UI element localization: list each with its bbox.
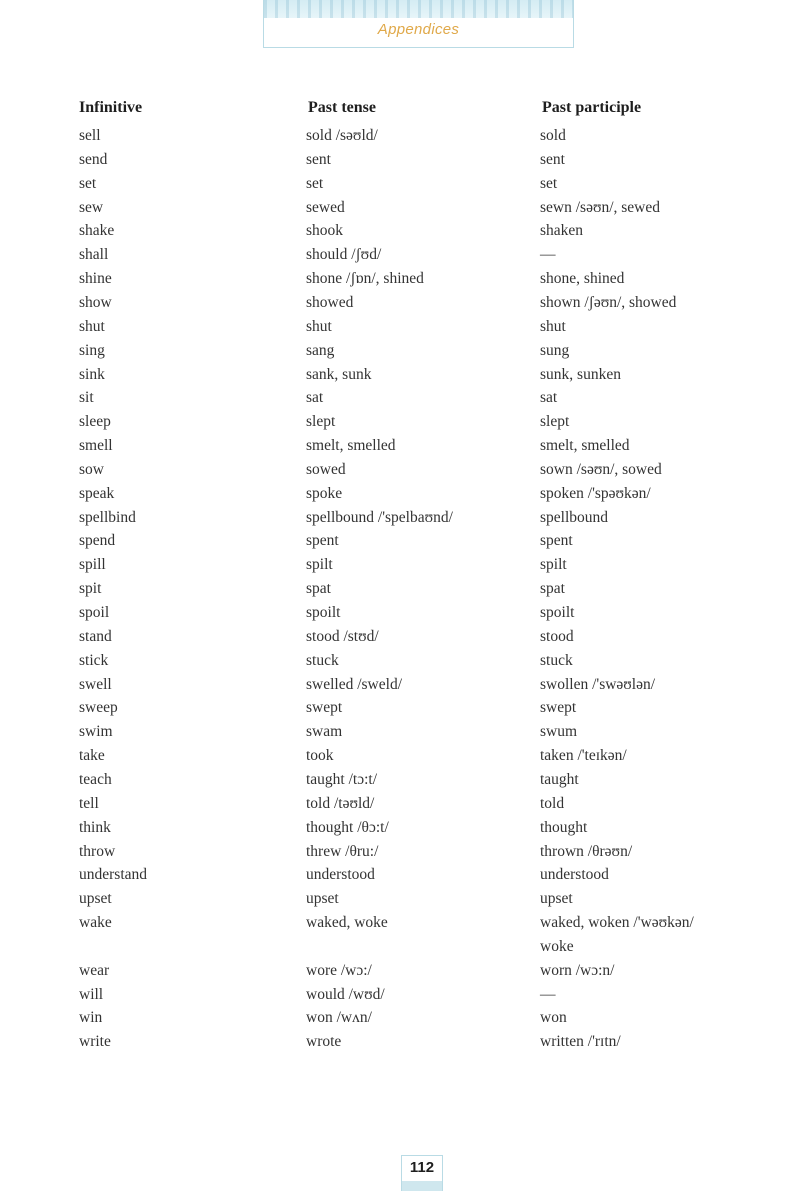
past-participle-cell: waked, woken /'wəʊkən/	[540, 914, 694, 932]
past-participle-cell: won	[540, 1009, 567, 1027]
infinitive-cell: write	[79, 1033, 111, 1051]
past-participle-cell: shut	[540, 317, 566, 335]
past-participle-cell: slept	[540, 413, 570, 431]
table-row	[0, 124, 800, 148]
infinitive-cell: tell	[79, 794, 99, 812]
table-row	[0, 863, 800, 887]
past-participle-cell: —	[540, 246, 556, 264]
table-row	[0, 148, 800, 172]
past-tense-cell: swam	[306, 723, 343, 741]
past-tense-cell: stuck	[306, 651, 339, 669]
table-row	[0, 649, 800, 673]
infinitive-cell: spit	[79, 580, 102, 598]
infinitive-cell: stick	[79, 651, 109, 669]
past-participle-cell: spoken /'spəʊkən/	[540, 484, 651, 502]
infinitive-cell: sew	[79, 198, 104, 216]
infinitive-cell: sink	[79, 365, 105, 383]
column-header-infinitive: Infinitive	[79, 99, 143, 116]
table-row	[0, 959, 800, 983]
table-row	[0, 529, 800, 553]
past-participle-cell: woke	[540, 937, 574, 955]
past-participle-cell: swum	[540, 723, 578, 741]
infinitive-cell: take	[79, 747, 105, 765]
past-tense-cell: sold /səʊld/	[306, 127, 378, 144]
infinitive-cell: spoil	[79, 604, 110, 621]
table-row	[0, 840, 800, 864]
infinitive-cell: shall	[79, 246, 109, 264]
past-participle-cell: worn /wɔ:n/	[540, 961, 615, 979]
table-row	[0, 1006, 800, 1030]
past-participle-cell: —	[540, 985, 556, 1003]
past-participle-cell: thrown /θrəʊn/	[540, 842, 633, 860]
past-participle-cell: sewn /səʊn/, sewed	[540, 198, 660, 216]
past-participle-cell: swollen /'swəʊlən/	[540, 675, 656, 693]
past-tense-cell: would /wʊd/	[306, 985, 385, 1003]
table-row	[0, 482, 800, 506]
table-row	[0, 911, 800, 935]
past-tense-cell: wrote	[306, 1033, 342, 1051]
past-participle-cell: sent	[540, 150, 565, 168]
infinitive-cell: spellbind	[79, 508, 136, 526]
past-participle-cell: taught	[540, 770, 579, 788]
table-row	[0, 601, 800, 625]
table-row	[0, 339, 800, 363]
infinitive-cell: spend	[79, 532, 116, 550]
past-participle-cell: shown /ʃəʊn/, showed	[540, 293, 677, 311]
past-participle-cell: told	[540, 794, 565, 812]
past-participle-cell: spilt	[540, 556, 567, 574]
table-row	[0, 243, 800, 267]
infinitive-cell: swim	[79, 723, 113, 741]
table-row	[0, 267, 800, 291]
appendices-banner	[263, 0, 574, 48]
past-tense-cell: slept	[306, 413, 336, 431]
past-tense-cell: should /ʃʊd/	[306, 246, 382, 264]
past-tense-cell: spat	[306, 580, 331, 598]
infinitive-cell: shake	[79, 222, 115, 240]
past-participle-cell: stuck	[540, 651, 573, 669]
table-row	[0, 386, 800, 410]
page-number-box	[401, 1155, 443, 1191]
past-participle-cell: taken /'teɪkən/	[540, 747, 627, 765]
infinitive-cell: upset	[79, 890, 112, 908]
past-participle-cell: spoilt	[540, 604, 575, 621]
table-row	[0, 363, 800, 387]
table-row	[0, 768, 800, 792]
table-row	[0, 196, 800, 220]
past-tense-cell: thought /θɔ:t/	[306, 818, 389, 836]
table-row	[0, 720, 800, 744]
past-tense-cell: understood	[306, 866, 375, 884]
column-header-past-participle: Past participle	[542, 99, 642, 116]
past-tense-cell: sent	[306, 150, 331, 168]
table-row	[0, 887, 800, 911]
table-row	[0, 983, 800, 1007]
infinitive-cell: sweep	[79, 699, 118, 717]
table-row	[0, 172, 800, 196]
past-tense-cell: spent	[306, 532, 339, 550]
infinitive-cell: win	[79, 1009, 103, 1027]
past-tense-cell: won /wʌn/	[306, 1009, 372, 1027]
infinitive-cell: set	[79, 174, 97, 192]
past-participle-cell: swept	[540, 699, 577, 717]
infinitive-cell: sit	[79, 389, 94, 407]
infinitive-cell: teach	[79, 770, 112, 788]
past-participle-cell: sunk, sunken	[540, 365, 621, 383]
past-tense-cell: set	[306, 174, 324, 192]
table-row	[0, 315, 800, 339]
past-tense-cell: shone /ʃɒn/, shined	[306, 270, 424, 288]
infinitive-cell: will	[79, 985, 104, 1003]
table-row	[0, 219, 800, 243]
infinitive-cell: sell	[79, 127, 101, 144]
infinitive-cell: smell	[79, 437, 113, 455]
past-tense-cell: sang	[306, 341, 335, 359]
past-participle-cell: thought	[540, 818, 588, 836]
infinitive-cell: sleep	[79, 413, 111, 431]
past-tense-cell: sat	[306, 389, 324, 407]
infinitive-cell: shut	[79, 317, 105, 335]
past-tense-cell: threw /θru:/	[306, 842, 379, 860]
past-tense-cell: taught /tɔ:t/	[306, 770, 378, 788]
table-row	[0, 506, 800, 530]
table-row	[0, 410, 800, 434]
past-tense-cell: swept	[306, 699, 343, 717]
table-row	[0, 458, 800, 482]
past-tense-cell: took	[306, 747, 334, 765]
past-participle-cell: spat	[540, 580, 565, 598]
table-row	[0, 291, 800, 315]
infinitive-cell: sow	[79, 460, 104, 478]
past-tense-cell: spellbound /'spelbaʊnd/	[306, 508, 453, 526]
past-tense-cell: spilt	[306, 556, 333, 574]
past-participle-cell: shone, shined	[540, 270, 625, 288]
section-title: Appendices	[377, 21, 460, 38]
past-tense-cell: shut	[306, 317, 332, 335]
past-participle-cell: shaken	[540, 222, 584, 240]
past-tense-cell: waked, woke	[306, 914, 388, 932]
table-row	[0, 935, 800, 959]
infinitive-cell: spill	[79, 556, 106, 574]
page-number: 112	[409, 1159, 435, 1176]
past-participle-cell: spent	[540, 532, 573, 550]
past-participle-cell: written /'rɪtn/	[540, 1033, 621, 1051]
infinitive-cell: wear	[79, 961, 110, 979]
past-participle-cell: smelt, smelled	[540, 437, 630, 455]
past-tense-cell: sank, sunk	[306, 365, 372, 383]
table-row	[0, 792, 800, 816]
past-tense-cell: upset	[306, 890, 339, 908]
past-tense-cell: swelled /sweld/	[306, 675, 402, 693]
past-participle-cell: sat	[540, 389, 558, 407]
past-participle-cell: sown /səʊn/, sowed	[540, 460, 662, 478]
table-row	[0, 673, 800, 697]
past-participle-cell: understood	[540, 866, 609, 884]
infinitive-cell: stand	[79, 627, 112, 645]
infinitive-cell: send	[79, 150, 108, 168]
table-row	[0, 744, 800, 768]
infinitive-cell: swell	[79, 675, 112, 693]
past-tense-cell: stood /stʊd/	[306, 627, 379, 645]
infinitive-cell: shine	[79, 270, 112, 288]
past-participle-cell: stood	[540, 627, 574, 645]
infinitive-cell: show	[79, 293, 112, 311]
past-participle-cell: upset	[540, 890, 573, 908]
infinitive-cell: sing	[79, 341, 105, 359]
table-row	[0, 1030, 800, 1054]
infinitive-cell: speak	[79, 484, 115, 502]
infinitive-cell: understand	[79, 866, 148, 884]
infinitive-cell: wake	[79, 914, 112, 932]
past-participle-cell: spellbound	[540, 508, 609, 526]
table-row	[0, 434, 800, 458]
past-tense-cell: sowed	[306, 460, 346, 478]
past-tense-cell: wore /wɔ:/	[306, 961, 372, 979]
table-row	[0, 816, 800, 840]
past-tense-cell: showed	[306, 293, 354, 311]
infinitive-cell: throw	[79, 842, 116, 860]
table-row	[0, 625, 800, 649]
past-participle-cell: sung	[540, 341, 570, 359]
banner-texture	[264, 0, 573, 18]
past-tense-cell: spoke	[306, 484, 343, 502]
past-tense-cell: spoilt	[306, 604, 341, 621]
table-row	[0, 553, 800, 577]
infinitive-cell: think	[79, 818, 111, 836]
past-tense-cell: smelt, smelled	[306, 437, 396, 455]
past-tense-cell: shook	[306, 222, 344, 240]
table-row	[0, 696, 800, 720]
past-participle-cell: sold	[540, 127, 566, 144]
column-header-past-tense: Past tense	[308, 99, 376, 116]
past-tense-cell: told /təʊld/	[306, 794, 375, 812]
past-participle-cell: set	[540, 174, 558, 192]
table-row	[0, 577, 800, 601]
past-tense-cell: sewed	[306, 198, 345, 216]
